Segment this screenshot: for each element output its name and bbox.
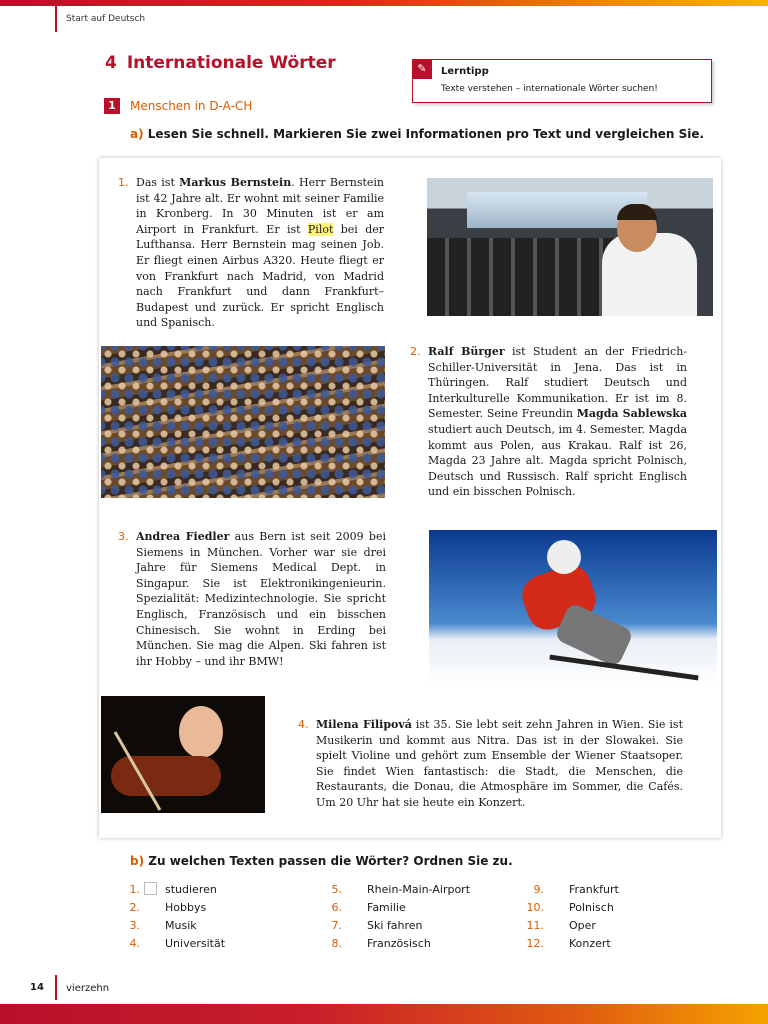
violinist-photo xyxy=(101,696,265,813)
text-3-number: 3. xyxy=(118,530,129,543)
list-item xyxy=(522,918,596,932)
item-number: 1. xyxy=(129,883,140,896)
item-word: Ski fahren xyxy=(367,919,423,932)
list-item xyxy=(320,936,431,950)
list-item xyxy=(522,882,619,896)
lerntipp-box xyxy=(412,59,712,103)
item-word: Hobbys xyxy=(165,901,207,914)
text-4-number: 4. xyxy=(298,718,309,731)
answer-box[interactable] xyxy=(548,900,561,913)
text-3 xyxy=(118,529,386,669)
lerntipp-icon: ✎ xyxy=(412,59,432,79)
list-item xyxy=(118,918,197,932)
section-number: 1 xyxy=(104,98,120,114)
text-2-name2: Magda Sablewska xyxy=(576,407,688,421)
text-1-name: Markus Bernstein xyxy=(179,176,292,189)
text-4-name: Milena Filipová xyxy=(316,718,412,731)
lecture-hall-photo xyxy=(101,346,385,498)
item-number: 3. xyxy=(129,919,140,932)
item-number: 5. xyxy=(331,883,342,896)
item-word: Universität xyxy=(165,937,226,950)
item-word: studieren xyxy=(165,883,217,896)
text-3-body: aus Bern ist seit 2009 bei Siemens in München. Vorher war sie drei Jahre für Siemens Medical Dept. in Singapur. Sie ist Elektronikingenieurin. Spezialität: Medizintechnologie. Sie spricht Englisch, Französisch und ein bisschen Chinesisch. Sie wohnt in Erding bei München. Sie mag die Alpen. Ski fahren ist ihr Hobby – und ihr BMW! xyxy=(136,530,386,668)
text-2-body-a: ist Student an der Friedrich-Schiller-Universität in Jena. Das ist in Thüringen. Ralf studiert Deutsch und Interkulturelle Kommunikation. Er ist im 8. Semester. Seine Freundin xyxy=(428,345,687,421)
answer-box[interactable] xyxy=(144,900,157,913)
text-4 xyxy=(298,717,683,811)
list-item xyxy=(522,936,611,950)
bottom-color-bar xyxy=(0,1004,768,1024)
answer-box[interactable] xyxy=(346,936,359,949)
answer-box[interactable] xyxy=(144,918,157,931)
item-number: 10. xyxy=(526,901,544,914)
page-number-word: vierzehn xyxy=(66,983,110,994)
skier-photo xyxy=(429,530,717,686)
answer-box[interactable] xyxy=(144,882,157,895)
list-item xyxy=(118,900,206,914)
answer-box[interactable] xyxy=(548,936,561,949)
item-number: 12. xyxy=(526,937,544,950)
text-3-name: Andrea Fiedler xyxy=(136,530,230,543)
header-divider xyxy=(55,0,57,32)
item-word: Familie xyxy=(367,901,406,914)
text-1-body-b: bei der Lufthansa. Herr Bernstein mag seinen Job. Er fliegt einen Airbus A320. Heute fliegt er von Frankfurt nach Madrid, von Madrid nach Frankfurt und dann Frankfurt–Budapest und zurück. Er spricht Englisch und Spanisch. xyxy=(136,222,384,330)
page-number: 14 xyxy=(30,982,44,993)
answer-box[interactable] xyxy=(346,900,359,913)
text-2 xyxy=(410,344,688,500)
text-2-name: Ralf Bürger xyxy=(428,345,505,358)
series-title: Start auf Deutsch xyxy=(66,14,146,24)
item-number: 11. xyxy=(526,919,544,932)
answer-box[interactable] xyxy=(144,936,157,949)
section-title: Menschen in D-A-CH xyxy=(130,99,253,113)
task-b-instruction xyxy=(130,854,513,868)
text-2-number: 2. xyxy=(410,345,421,358)
text-1-body-a: . Herr Bernstein ist 42 Jahre alt. Er wohnt mit seiner Familie in Kronberg. In 30 Minuten ist er am Airport in Frankfurt. Er ist xyxy=(136,176,384,236)
chapter-title: Internationale Wörter xyxy=(126,53,336,73)
item-word: Rhein-Main-Airport xyxy=(367,883,471,896)
item-word: Französisch xyxy=(367,937,431,950)
top-color-bar xyxy=(0,0,768,6)
footer-divider xyxy=(55,975,57,1000)
text-1 xyxy=(118,175,384,331)
item-word: Polnisch xyxy=(569,901,614,914)
item-number: 2. xyxy=(129,901,140,914)
answer-box[interactable] xyxy=(346,918,359,931)
task-b-letter: b) xyxy=(130,854,145,868)
answer-box[interactable] xyxy=(346,882,359,895)
item-word: Konzert xyxy=(569,937,611,950)
item-word: Musik xyxy=(165,919,197,932)
text-1-highlight: Pilot xyxy=(307,222,334,236)
item-number: 7. xyxy=(331,919,342,932)
item-number: 4. xyxy=(129,937,140,950)
cockpit-photo xyxy=(427,178,713,316)
task-a-instruction xyxy=(130,127,704,141)
answer-box[interactable] xyxy=(548,882,561,895)
item-word: Oper xyxy=(569,919,596,932)
task-a-letter: a) xyxy=(130,127,144,141)
tip-text: Texte verstehen – internationale Wörter suchen! xyxy=(441,84,658,94)
chapter-number: 4 xyxy=(105,53,117,73)
list-item xyxy=(118,882,217,896)
list-item xyxy=(118,936,225,950)
chapter-heading xyxy=(105,53,346,73)
list-item xyxy=(522,900,614,914)
item-number: 6. xyxy=(331,901,342,914)
answer-box[interactable] xyxy=(548,918,561,931)
tip-title: Lerntipp xyxy=(441,66,489,77)
text-1-intro: Das ist xyxy=(136,176,180,189)
item-word: Frankfurt xyxy=(569,883,619,896)
task-b-text: Zu welchen Texten passen die Wörter? Ordnen Sie zu. xyxy=(148,854,513,868)
item-number: 9. xyxy=(533,883,544,896)
task-a-text: Lesen Sie schnell. Markieren Sie zwei Informationen pro Text und vergleichen Sie. xyxy=(147,127,705,141)
item-number: 8. xyxy=(331,937,342,950)
list-item xyxy=(320,900,406,914)
text-2-body-b: studiert auch Deutsch, im 4. Semester. Magda kommt aus Polen, aus Krakau. Ralf ist 26, Magda 23 Jahre alt. Magda spricht Polnisch, Deutsch und Russisch. Ralf spricht Englisch und ein bisschen Polnisch. xyxy=(428,422,687,499)
text-1-number: 1. xyxy=(118,176,129,189)
list-item xyxy=(320,918,423,932)
list-item xyxy=(320,882,470,896)
text-4-body: ist 35. Sie lebt seit zehn Jahren in Wien. Sie ist Musikerin und kommt aus Nitra. Das ist in der Slowakei. Sie spielt Violine und gehört zum Ensemble der Wiener Staatsoper. Sie findet Wien fantastisch: die Stadt, die Menschen, die Restaurants, die Donau, die Atmosphäre im Sommer, die Cafés. Um 20 Uhr hat sie heute ein Konzert. xyxy=(316,718,683,809)
